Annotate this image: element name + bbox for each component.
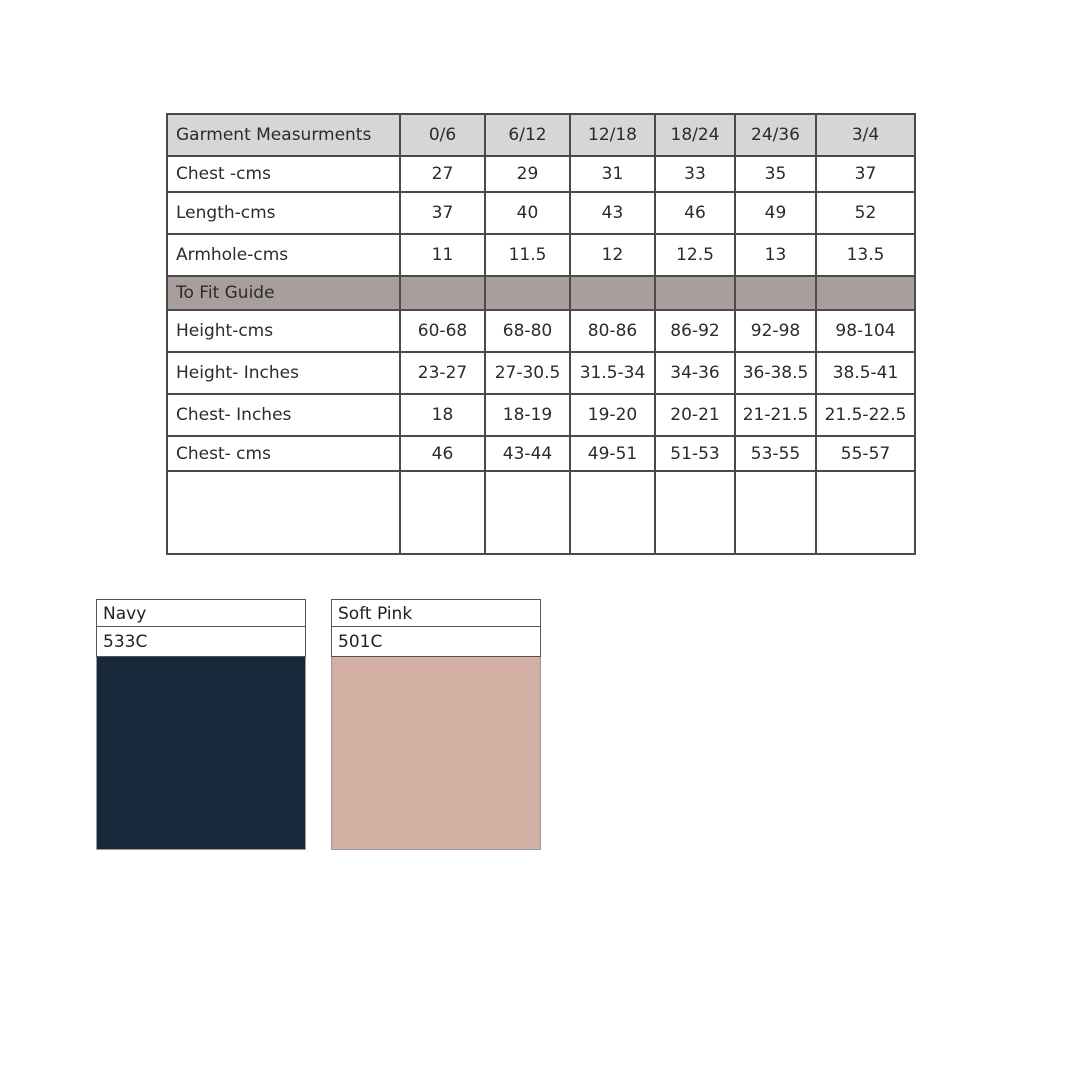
table-cell: 31 (570, 156, 655, 192)
row-label: Chest- cms (167, 436, 400, 471)
swatch-color-block (331, 657, 541, 850)
swatch-name: Soft Pink (331, 599, 541, 627)
table-cell: 53-55 (735, 436, 816, 471)
table-cell: 98-104 (816, 310, 915, 352)
table-header-row (167, 114, 915, 156)
table-cell: 37 (400, 192, 485, 234)
table-cell: 13 (735, 234, 816, 276)
table-cell: 33 (655, 156, 735, 192)
table-cell: 27-30.5 (485, 352, 570, 394)
empty-cell (400, 471, 485, 554)
section-cell (816, 276, 915, 310)
table-cell: 43-44 (485, 436, 570, 471)
table-cell: 80-86 (570, 310, 655, 352)
section-cell (735, 276, 816, 310)
row-label: Chest -cms (167, 156, 400, 192)
size-chart-table (166, 113, 916, 555)
section-label: To Fit Guide (167, 276, 400, 310)
table-row (167, 352, 915, 394)
table-cell: 37 (816, 156, 915, 192)
row-label: Length-cms (167, 192, 400, 234)
header-cell: 0/6 (400, 114, 485, 156)
table-cell: 51-53 (655, 436, 735, 471)
table-cell: 34-36 (655, 352, 735, 394)
section-cell (485, 276, 570, 310)
header-cell: 24/36 (735, 114, 816, 156)
empty-cell (816, 471, 915, 554)
empty-cell (485, 471, 570, 554)
header-cell: 3/4 (816, 114, 915, 156)
table-cell: 23-27 (400, 352, 485, 394)
section-cell (655, 276, 735, 310)
table-cell: 43 (570, 192, 655, 234)
table-cell: 55-57 (816, 436, 915, 471)
empty-cell (735, 471, 816, 554)
color-swatch-navy (96, 599, 306, 850)
table-cell: 19-20 (570, 394, 655, 436)
table-cell: 29 (485, 156, 570, 192)
table-cell: 92-98 (735, 310, 816, 352)
table-cell: 52 (816, 192, 915, 234)
table-cell: 46 (655, 192, 735, 234)
table-cell: 21.5-22.5 (816, 394, 915, 436)
row-label: Armhole-cms (167, 234, 400, 276)
swatch-code: 501C (331, 627, 541, 657)
table-cell: 49 (735, 192, 816, 234)
color-swatch-soft-pink (331, 599, 541, 850)
swatch-color-block (96, 657, 306, 850)
row-label: Height- Inches (167, 352, 400, 394)
table-cell: 20-21 (655, 394, 735, 436)
section-cell (400, 276, 485, 310)
table-cell: 13.5 (816, 234, 915, 276)
table-cell: 40 (485, 192, 570, 234)
row-label: Height-cms (167, 310, 400, 352)
table-row (167, 234, 915, 276)
header-cell: 6/12 (485, 114, 570, 156)
table-cell: 18-19 (485, 394, 570, 436)
table-cell: 21-21.5 (735, 394, 816, 436)
table-cell: 35 (735, 156, 816, 192)
empty-cell (570, 471, 655, 554)
table-cell: 27 (400, 156, 485, 192)
row-label: Chest- Inches (167, 394, 400, 436)
table-cell: 18 (400, 394, 485, 436)
header-cell: 18/24 (655, 114, 735, 156)
header-cell: 12/18 (570, 114, 655, 156)
table-cell: 12 (570, 234, 655, 276)
table-cell: 11 (400, 234, 485, 276)
table-cell: 36-38.5 (735, 352, 816, 394)
table-cell: 86-92 (655, 310, 735, 352)
swatch-code: 533C (96, 627, 306, 657)
table-row (167, 192, 915, 234)
table-row (167, 394, 915, 436)
table-cell: 46 (400, 436, 485, 471)
header-cell: Garment Measurments (167, 114, 400, 156)
section-cell (570, 276, 655, 310)
empty-cell (167, 471, 400, 554)
empty-cell (655, 471, 735, 554)
table-cell: 68-80 (485, 310, 570, 352)
swatch-name: Navy (96, 599, 306, 627)
section-header-row (167, 276, 915, 310)
table-row (167, 310, 915, 352)
table-cell: 12.5 (655, 234, 735, 276)
table-cell: 31.5-34 (570, 352, 655, 394)
table-cell: 60-68 (400, 310, 485, 352)
table-cell: 11.5 (485, 234, 570, 276)
table-cell: 38.5-41 (816, 352, 915, 394)
table-cell: 49-51 (570, 436, 655, 471)
table-row (167, 156, 915, 192)
table-row (167, 436, 915, 471)
empty-row (167, 471, 915, 554)
